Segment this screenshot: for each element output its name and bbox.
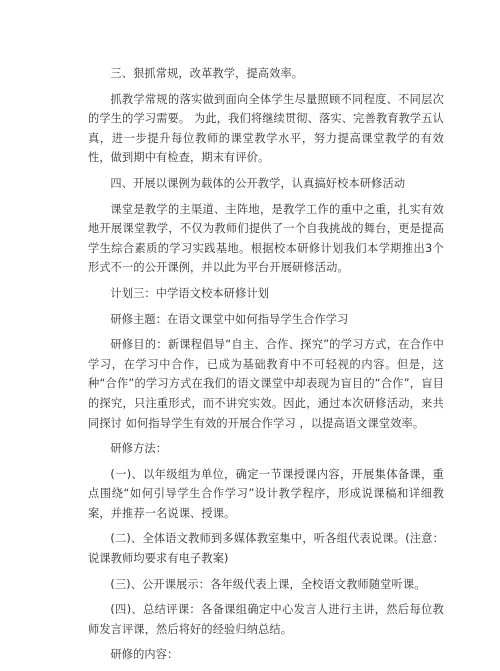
method-step-3: (三)、公开课展示：各年级代表上课，全校语文教师随堂听课。 [110, 577, 426, 591]
research-purpose: 研修目的：新课程倡导“自主、合作、探究”的学习方式，在合作中学习，在学习中合作，已成为基础教育中不可轻视的内容。但是，这种“合作”的学习方式在我们的语文课堂中却表现为盲目的“合作”，盲目的探究，只注重形式，而不讲究实效。因此，通过本次研修活动，来共同探讨 如何指导学生有效的开展合作学习 ，以提高语文课堂效率。 [88, 338, 444, 430]
method-step-1: (一)、以年级组为单位，确定一节课授课内容，开展集体备课，重点围绕“如何引导学生合作学习”设计教学程序，形成说课稿和详细教案，并推荐一名说课、授课。 [88, 467, 444, 520]
section-heading-4: 四、开展以课例为载体的公开教学，认真搞好校本研修活动 [110, 176, 406, 190]
method-step-2: (二)、全体语文教师到多媒体教室集中，听各组代表说课。(注意：说课教师均要求有电子教案) [88, 532, 444, 566]
plan-title: 计划三：中学语文校本研修计划 [110, 286, 270, 300]
document-body [88, 64, 444, 671]
research-content-label: 研修的内容： [110, 648, 179, 662]
research-method-label: 研修方法： [110, 442, 168, 456]
method-step-4: (四)、总结评课：各备课组确定中心发言人进行主讲，然后每位教师发言评课，然后将好的经验归纳总结。 [88, 603, 444, 636]
paragraph-classroom: 课堂是教学的主渠道、主阵地，是教学工作的重中之重，扎实有效地开展课堂教学，不仅为教师们提供了一个自我挑战的舞台，更是提高学生综合素质的学习实践基地。根据校本研修计划我们本学期推出3个形式不一的公开课例，并以此为平台开展研修活动。 [88, 202, 444, 275]
section-heading-3: 三、狠抓常规，改革教学，提高效率。 [110, 67, 304, 80]
paragraph-routine: 抓教学常规的落实做到面向全体学生尽量照顾不同程度、不同层次的学生的学习需要。 为此，我们将继续贯彻、落实、完善教育教学五认真，进一步提升每位教师的课堂教学水平，努力提高课堂教学的有效性，做到期中有检查，期末有评价。 [88, 92, 444, 165]
research-theme: 研修主题：在语文课堂中如何指导学生合作学习 [110, 312, 349, 326]
